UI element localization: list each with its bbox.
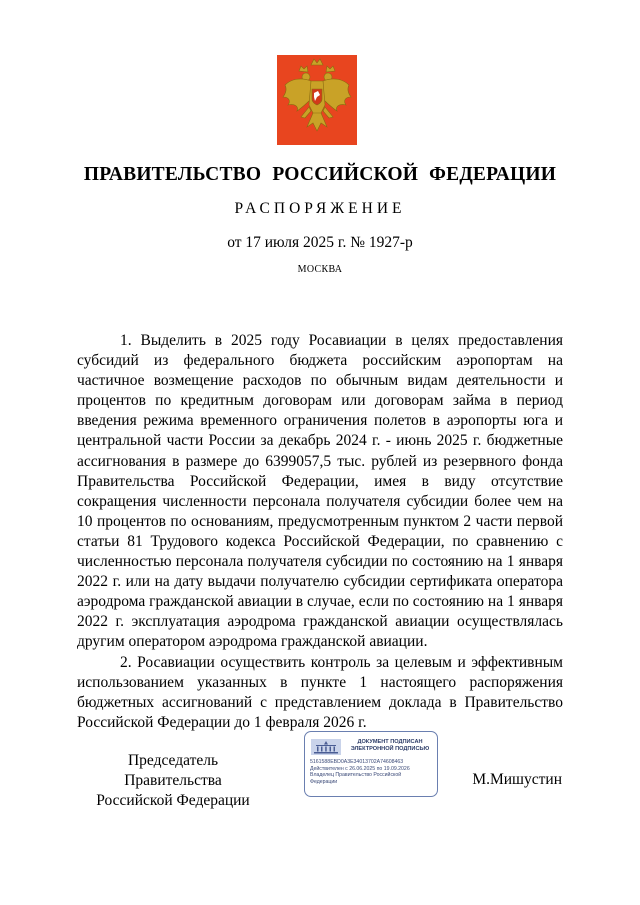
paragraph-1: 1. Выделить в 2025 году Росавиации в целях предоставления субсидий из федерального бюджета российским аэропортам на частичное возмещение расходов по обычным видам деятельности и процентов по кредитным договорам или договорам займа в период введения режима временного ограничения полетов в аэропорты юга и центральной части России за декабрь 2024 г. - июнь 2025 г. бюджетные ассигнования в размере до 6399057,5 тыс. рублей из резервного фонда Правительства Российской Федерации, имея в виду отсутствие сокращения численности персонала получателя субсидии более чем на 10 процентов по основаниям, предусмотренным пунктом 2 части первой статьи 81 Трудового кодекса Российской Федерации, по сравнению с численностью персонала получателя субсидии по состоянию на 1 января 2022 г. или на дату выдачи получателю субсидии сертификата оператора аэродрома гражданской авиации в случае, если по состоянию на 1 января 2022 г. эксплуатация аэродрома гражданской авиации осуществлялась другим оператором аэродрома гражданской авиации. — [77, 332, 563, 651]
stamp-owner-line-1: Владелец Правительство Российской — [310, 772, 402, 779]
paragraph-2: 2. Росавиации осуществить контроль за целевым и эффективным использованием указанных в пункте 1 настоящего распоряжения бюджетных ассигнований с представлением доклада в Правительство Российской Федерации до 1 февраля 2026 г. — [77, 653, 563, 731]
government-title: ПРАВИТЕЛЬСТВО РОССИЙСКОЙ ФЕДЕРАЦИИ — [83, 164, 557, 185]
government-building-icon — [311, 739, 341, 755]
signer-position-line-2: Российской Федерации — [96, 792, 250, 809]
coat-of-arms-icon — [277, 55, 357, 145]
document-date-number: от 17 июля 2025 г. № 1927-р — [227, 234, 413, 251]
signer-name: М.Мишустин — [472, 771, 562, 788]
document-body — [77, 331, 563, 733]
stamp-heading-line-1: ДОКУМЕНТ ПОДПИСАН — [357, 739, 423, 745]
stamp-validity: Действителен с 26.06.2025 по 19.09.2026 — [310, 765, 410, 772]
stamp-certificate: 5161588EBD0A3E34013702A74608463 — [310, 759, 404, 765]
document-type: РАСПОРЯЖЕНИЕ — [234, 200, 406, 217]
signer-position — [78, 751, 268, 811]
stamp-heading-line-2: ЭЛЕКТРОННОЙ ПОДПИСЬЮ — [350, 746, 430, 752]
electronic-signature-stamp — [304, 731, 438, 797]
stamp-heading — [345, 739, 435, 753]
stamp-details — [310, 759, 436, 785]
signer-position-line-1: Председатель Правительства — [124, 752, 222, 789]
document-city: МОСКВА — [297, 264, 343, 275]
stamp-owner-line-2: Федерации — [310, 778, 338, 785]
